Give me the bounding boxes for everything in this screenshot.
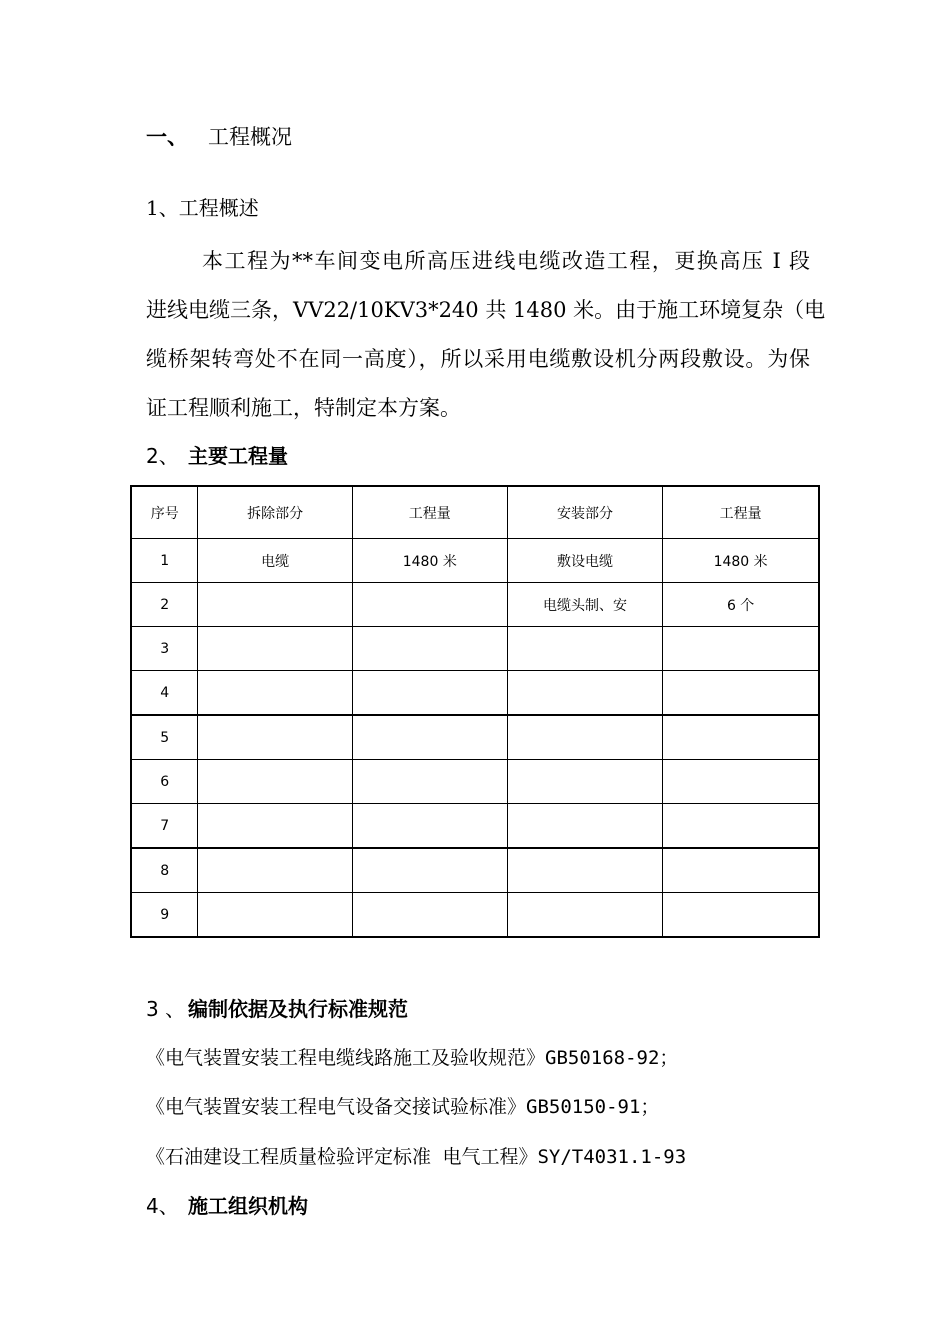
table-cell (352, 671, 507, 716)
table-cell (507, 627, 663, 671)
reference-standard: 《电气装置安装工程电缆线路施工及验收规范》GB50168-92； (146, 1047, 679, 1069)
table-cell: 7 (131, 804, 198, 849)
table-row (131, 627, 819, 671)
table-cell (352, 893, 507, 938)
reference-standard: 《石油建设工程质量检验评定标准 电气工程》SY/T4031.1-93 (146, 1146, 687, 1168)
table-cell: 6 (131, 760, 198, 804)
quantity-table (130, 485, 820, 938)
table-cell (507, 715, 663, 760)
table-row (131, 671, 819, 716)
table-row (131, 583, 819, 627)
table-cell (198, 627, 352, 671)
table-row (131, 760, 819, 804)
table-cell: 8 (131, 848, 198, 893)
paragraph-line: 本工程为**车间变电所高压进线电缆改造工程，更换高压 I 段 (202, 249, 810, 273)
subsection-heading-overview: 1、工程概述 (146, 196, 259, 220)
subsection-number: 2、 (146, 444, 179, 468)
header-cell-removal: 拆除部分 (198, 486, 352, 539)
table-cell (352, 583, 507, 627)
table-cell (663, 893, 819, 938)
table-cell (507, 760, 663, 804)
table-cell: 1 (131, 539, 198, 583)
table-cell: 6 个 (663, 583, 819, 627)
table-row (131, 893, 819, 938)
table-cell (507, 848, 663, 893)
table-cell: 1480 米 (663, 539, 819, 583)
table-header-row (131, 486, 819, 539)
table-row (131, 539, 819, 583)
table-cell: 9 (131, 893, 198, 938)
table-cell (198, 893, 352, 938)
paragraph-line: 进线电缆三条，VV22/10KV3*240 共 1480 米。由于施工环境复杂（电 (146, 298, 826, 322)
header-cell-install-qty: 工程量 (663, 486, 819, 539)
header-cell-install: 安装部分 (507, 486, 663, 539)
section-number: 一、 (146, 125, 188, 149)
paragraph-line: 缆桥架转弯处不在同一高度），所以采用电缆敷设机分两段敷设。为保 (146, 347, 810, 371)
table-cell (663, 804, 819, 849)
table-cell (663, 848, 819, 893)
table-cell: 3 (131, 627, 198, 671)
table-cell (663, 627, 819, 671)
table-cell (352, 848, 507, 893)
table-cell (507, 893, 663, 938)
table-cell (198, 671, 352, 716)
subsection-number: 3 、 (146, 997, 186, 1021)
section-title: 工程概况 (208, 125, 292, 149)
table-row (131, 848, 819, 893)
table-cell (198, 804, 352, 849)
table-cell (352, 760, 507, 804)
reference-standard: 《电气装置安装工程电气设备交接试验标准》GB50150-91； (146, 1096, 660, 1118)
subsection-title: 主要工程量 (188, 444, 288, 468)
subsection-title: 施工组织机构 (188, 1194, 308, 1218)
table-cell: 电缆 (198, 539, 352, 583)
table-cell: 5 (131, 715, 198, 760)
table-row (131, 715, 819, 760)
header-cell-index: 序号 (131, 486, 198, 539)
table-cell (352, 715, 507, 760)
table-cell (663, 715, 819, 760)
table-cell (352, 804, 507, 849)
table-cell (663, 671, 819, 716)
table-cell (198, 848, 352, 893)
table-cell (663, 760, 819, 804)
table-cell: 敷设电缆 (507, 539, 663, 583)
table-cell (507, 804, 663, 849)
table-cell (507, 671, 663, 716)
table-cell (198, 583, 352, 627)
subsection-title: 编制依据及执行标准规范 (188, 997, 408, 1021)
table-cell: 1480 米 (352, 539, 507, 583)
subsection-heading-standards (146, 994, 408, 1024)
header-cell-removal-qty: 工程量 (352, 486, 507, 539)
paragraph-line: 证工程顺利施工，特制定本方案。 (146, 396, 461, 420)
table-cell: 4 (131, 671, 198, 716)
table-cell (198, 760, 352, 804)
table-cell (352, 627, 507, 671)
table-row (131, 804, 819, 849)
subsection-heading-organization (146, 1191, 308, 1221)
overview-paragraph (146, 237, 826, 433)
section-heading-1 (146, 122, 292, 152)
subsection-heading-quantities (146, 441, 288, 471)
table-cell: 2 (131, 583, 198, 627)
table-cell (198, 715, 352, 760)
subsection-number: 4、 (146, 1194, 179, 1218)
table-cell: 电缆头制、安 (507, 583, 663, 627)
